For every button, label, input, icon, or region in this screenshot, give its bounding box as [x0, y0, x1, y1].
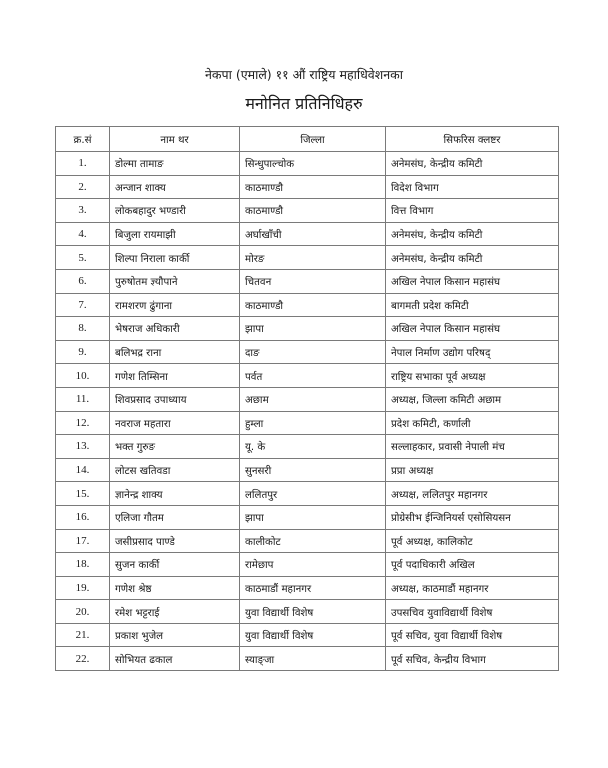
table-row — [56, 411, 559, 435]
table-row — [56, 600, 559, 624]
cell-serial: 13. — [56, 435, 110, 459]
cell-cluster: वित्त विभाग — [386, 199, 559, 223]
cell-district: युवा विद्यार्थी विशेष — [240, 600, 386, 624]
cell-district: काठमाडौं महानगर — [240, 576, 386, 600]
cell-district: काठमाण्डौ — [240, 199, 386, 223]
cell-district: काठमाण्डौ — [240, 175, 386, 199]
cell-cluster: पूर्व सचिव, केन्द्रीय विभाग — [386, 647, 559, 671]
cell-name: नवराज महतारा — [110, 411, 240, 435]
cell-cluster: अनेमसंघ, केन्द्रीय कमिटी — [386, 152, 559, 176]
cell-district: अर्घाखाँची — [240, 222, 386, 246]
cell-serial: 9. — [56, 340, 110, 364]
cell-cluster: विदेश विभाग — [386, 175, 559, 199]
cell-district: मोरङ — [240, 246, 386, 270]
cell-name: गणेश तिम्सिना — [110, 364, 240, 388]
cell-name: रमेश भट्टराई — [110, 600, 240, 624]
cell-serial: 19. — [56, 576, 110, 600]
cell-serial: 4. — [56, 222, 110, 246]
table-row — [56, 529, 559, 553]
cell-name: रामशरण ढुंगाना — [110, 293, 240, 317]
cell-serial: 1. — [56, 152, 110, 176]
cell-name: बिजुला रायमाझी — [110, 222, 240, 246]
cell-district: ललितपुर — [240, 482, 386, 506]
cell-name: प्रकाश भुजेल — [110, 623, 240, 647]
cell-cluster: राष्ट्रिय सभाका पूर्व अध्यक्ष — [386, 364, 559, 388]
cell-serial: 6. — [56, 269, 110, 293]
document-heading: नेकपा (एमाले) ११ औं राष्ट्रिय महाधिवेशनका — [204, 67, 403, 82]
cell-cluster: प्रदेश कमिटी, कर्णाली — [386, 411, 559, 435]
table-row — [56, 458, 559, 482]
column-header-district: जिल्ला — [240, 127, 386, 152]
cell-cluster: अखिल नेपाल किसान महासंघ — [386, 317, 559, 341]
cell-serial: 3. — [56, 199, 110, 223]
cell-cluster: अखिल नेपाल किसान महासंघ — [386, 269, 559, 293]
cell-serial: 14. — [56, 458, 110, 482]
table-row — [56, 152, 559, 176]
cell-cluster: प्रोग्रेसीभ ईन्जिनियर्स एसोसियसन — [386, 505, 559, 529]
table-row — [56, 387, 559, 411]
cell-serial: 11. — [56, 387, 110, 411]
cell-district: रामेछाप — [240, 553, 386, 577]
cell-cluster: अनेमसंघ, केन्द्रीय कमिटी — [386, 222, 559, 246]
table-row — [56, 553, 559, 577]
cell-serial: 12. — [56, 411, 110, 435]
cell-serial: 2. — [56, 175, 110, 199]
table-row — [56, 175, 559, 199]
cell-district: स्याङ्जा — [240, 647, 386, 671]
cell-name: पुरुषोतम ज्ञ्यौपाने — [110, 269, 240, 293]
cell-name: भक्त गुरुङ — [110, 435, 240, 459]
table-row — [56, 317, 559, 341]
table-header-row — [56, 127, 559, 152]
cell-district: दाङ — [240, 340, 386, 364]
cell-district: काठमाण्डौ — [240, 293, 386, 317]
cell-name: गणेश श्रेष्ठ — [110, 576, 240, 600]
cell-name: एलिजा गौतम — [110, 505, 240, 529]
cell-name: ज्ञानेन्द्र शाक्य — [110, 482, 240, 506]
table-row — [56, 482, 559, 506]
nominees-table — [55, 126, 559, 671]
cell-serial: 18. — [56, 553, 110, 577]
table-row — [56, 435, 559, 459]
cell-name: अन्जान शाक्य — [110, 175, 240, 199]
cell-district: झापा — [240, 317, 386, 341]
cell-name: लोकबहादुर भण्डारी — [110, 199, 240, 223]
cell-cluster: अध्यक्ष, काठमाडौं महानगर — [386, 576, 559, 600]
document-title: मनोनित प्रतिनिधिहरु — [245, 94, 363, 113]
cell-serial: 16. — [56, 505, 110, 529]
cell-cluster: अध्यक्ष, जिल्ला कमिटी अछाम — [386, 387, 559, 411]
table-row — [56, 505, 559, 529]
cell-serial: 7. — [56, 293, 110, 317]
table-body — [56, 152, 559, 671]
cell-serial: 15. — [56, 482, 110, 506]
table-row — [56, 222, 559, 246]
cell-district: कालीकोट — [240, 529, 386, 553]
cell-serial: 20. — [56, 600, 110, 624]
cell-cluster: पूर्व अध्यक्ष, कालिकोट — [386, 529, 559, 553]
table-row — [56, 647, 559, 671]
table-row — [56, 199, 559, 223]
cell-serial: 21. — [56, 623, 110, 647]
cell-name: डोल्मा तामाङ — [110, 152, 240, 176]
table-row — [56, 269, 559, 293]
cell-cluster: बागमती प्रदेश कमिटी — [386, 293, 559, 317]
cell-serial: 10. — [56, 364, 110, 388]
table-row — [56, 340, 559, 364]
cell-name: शिवप्रसाद उपाध्याय — [110, 387, 240, 411]
cell-serial: 8. — [56, 317, 110, 341]
cell-district: चितवन — [240, 269, 386, 293]
cell-district: हुम्ला — [240, 411, 386, 435]
cell-name: सुजन कार्की — [110, 553, 240, 577]
cell-name: लोटस खतिवडा — [110, 458, 240, 482]
table-row — [56, 364, 559, 388]
table-row — [56, 246, 559, 270]
cell-cluster: उपसचिव युवाविद्यार्थी विशेष — [386, 600, 559, 624]
cell-name: सोभियत ढकाल — [110, 647, 240, 671]
cell-cluster: पूर्व सचिव, युवा विद्यार्थी विशेष — [386, 623, 559, 647]
cell-district: पर्वत — [240, 364, 386, 388]
cell-serial: 5. — [56, 246, 110, 270]
table-row — [56, 293, 559, 317]
cell-district: युवा विद्यार्थी विशेष — [240, 623, 386, 647]
table-row — [56, 623, 559, 647]
cell-cluster: अनेमसंघ, केन्द्रीय कमिटी — [386, 246, 559, 270]
cell-name: शिल्पा निराला कार्की — [110, 246, 240, 270]
cell-district: झापा — [240, 505, 386, 529]
column-header-cluster: सिफरिस क्लष्टर — [386, 127, 559, 152]
cell-cluster: अध्यक्ष, ललितपुर महानगर — [386, 482, 559, 506]
table-row — [56, 576, 559, 600]
cell-name: जसीप्रसाद पाण्डे — [110, 529, 240, 553]
cell-district: अछाम — [240, 387, 386, 411]
column-header-serial: क्र.सं — [56, 127, 110, 152]
cell-district: सिन्धुपाल्चोक — [240, 152, 386, 176]
cell-district: सुनसरी — [240, 458, 386, 482]
cell-cluster: नेपाल निर्माण उद्योग परिषद् — [386, 340, 559, 364]
cell-cluster: प्रप्रा अध्यक्ष — [386, 458, 559, 482]
cell-cluster: सल्लाहकार, प्रवासी नेपाली मंच — [386, 435, 559, 459]
cell-name: बलिभद्र राना — [110, 340, 240, 364]
cell-name: भेषराज अधिकारी — [110, 317, 240, 341]
cell-district: यू. के — [240, 435, 386, 459]
cell-cluster: पूर्व पदाधिकारी अखिल — [386, 553, 559, 577]
cell-serial: 17. — [56, 529, 110, 553]
column-header-name: नाम थर — [110, 127, 240, 152]
cell-serial: 22. — [56, 647, 110, 671]
